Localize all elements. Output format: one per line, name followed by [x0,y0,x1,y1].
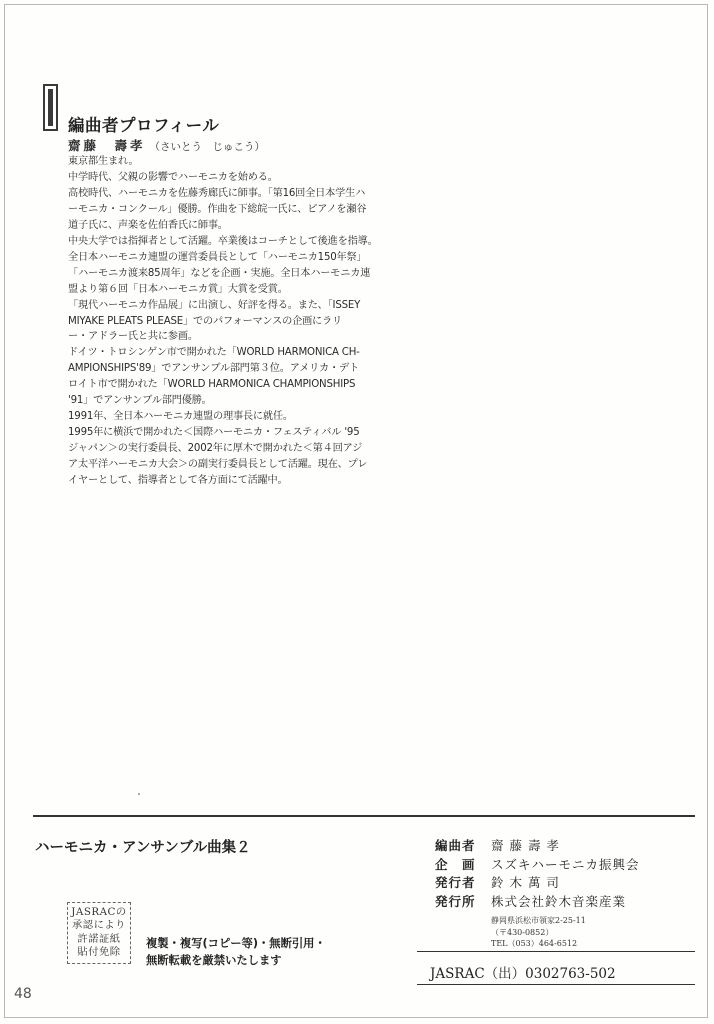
arranger-name: 齋藤 壽孝 [68,138,146,153]
stamp-line: 承認により [72,919,126,932]
colophon-bottom-rule [417,984,695,985]
address-phone: TEL（053）464-6512 [491,939,578,948]
credit-label: 発行者 [435,875,476,890]
bio-line: AMPIONSHIPS'89」でアンサンブル部門第３位。アメリカ・デト [68,363,359,375]
address-line: 静岡県浜松市領家2-25-11 [491,916,586,925]
address-postal: （〒430-0852） [491,927,554,937]
bio-line: 全日本ハーモニカ連盟の運営委員長として「ハーモニカ150年祭」 [68,251,367,263]
profile-heading: 編曲者プロフィール [68,116,220,135]
stamp-line: 許諾証紙 [77,932,121,945]
credit-row-planning [435,854,640,873]
publication-credits [435,835,640,909]
bio-line: 道子氏に、声楽を佐伯香氏に師事。 [68,219,228,231]
scan-speck [138,793,140,795]
credit-row-publisher-company [435,891,640,910]
credit-value: 齋 藤 壽 孝 [491,838,560,853]
bio-line: 「ハーモニカ渡来85周年」などを企画・実施。全日本ハーモニカ連 [68,267,371,279]
bio-line: 盟より第６回「日本ハーモニカ賞」大賞を受賞。 [68,283,288,295]
book-title: ハーモニカ・アンサンブル曲集２ [35,840,251,856]
bio-line: ジャパン＞の実行委員長、2002年に厚木で開かれた＜第４回アジ [68,443,363,455]
credit-value: スズキハーモニカ振興会 [491,856,640,872]
bio-line: 1995年に横浜で開かれた＜国際ハーモニカ・フェスティバル '95 [68,427,360,439]
arranger-name-line [68,136,265,154]
bio-line: ロイト市で開かれた「WORLD HARMONICA CHAMPIONSHIPS [68,379,356,391]
credit-label: 編曲者 [435,838,476,853]
bio-line: 中学時代、父親の影響でハーモニカを始める。 [68,171,278,183]
colophon-divider [417,951,695,952]
publisher-address [491,915,586,950]
colophon-top-rule [33,815,695,817]
bio-line: ア太平洋ハーモニカ大会＞の副実行委員長として活躍。現在、プレ [68,459,368,471]
credit-value: 株式会社鈴木音楽産業 [491,893,627,909]
bio-line: ー・アドラー氏と共に参画。 [68,331,198,343]
credit-row-arranger [435,835,640,854]
bio-line: 1991年、全日本ハーモニカ連盟の理事長に就任。 [68,411,293,423]
bio-line: イヤーとして、指導者として各方面にて活躍中。 [68,475,288,487]
copy-warning-line: 複製・複写(コピー等)・無断引用・ [146,937,326,950]
credit-label: 発行所 [435,893,476,909]
jasrac-number: JASRAC（出）0302763-502 [430,966,616,982]
credit-label: 企 画 [435,856,476,872]
profile-biography [68,154,378,489]
bio-line: 「現代ハーモニカ作品展」に出演し、好評を得る。また、「ISSEY [68,299,361,311]
bio-line: MIYAKE PLEATS PLEASE」でのパフォーマンスの企画にラリ [68,315,343,327]
bio-line: ドイツ・トロシンゲン市で開かれた「WORLD HARMONICA CH- [68,347,360,359]
arranger-name-reading: （さいとう じゅこう） [149,141,266,153]
jasrac-stamp [67,902,131,964]
copy-warning [146,935,326,969]
copy-warning-line: 無断転載を厳禁いたします [146,954,282,967]
credit-row-publisher-person [435,872,640,891]
page-number: 48 [14,986,32,1002]
credit-value: 鈴 木 萬 司 [491,875,560,890]
section-marker-icon [43,84,58,131]
stamp-line: JASRACの [71,906,127,918]
bio-line: 高校時代、ハーモニカを佐藤秀廊氏に師事。「第16回全日本学生ハ [68,187,366,199]
stamp-line: 貼付免除 [77,946,121,959]
bio-line: 中央大学では指揮者として活躍。卒業後はコーチとして後進を指導。 [68,235,378,247]
bio-line: ーモニカ・コンクール」優勝。作曲を下総皖一氏に、ピアノを瀬谷 [68,203,367,215]
bio-line: 東京都生まれ。 [68,156,139,167]
bio-line: '91」でアンサンブル部門優勝。 [68,395,212,407]
